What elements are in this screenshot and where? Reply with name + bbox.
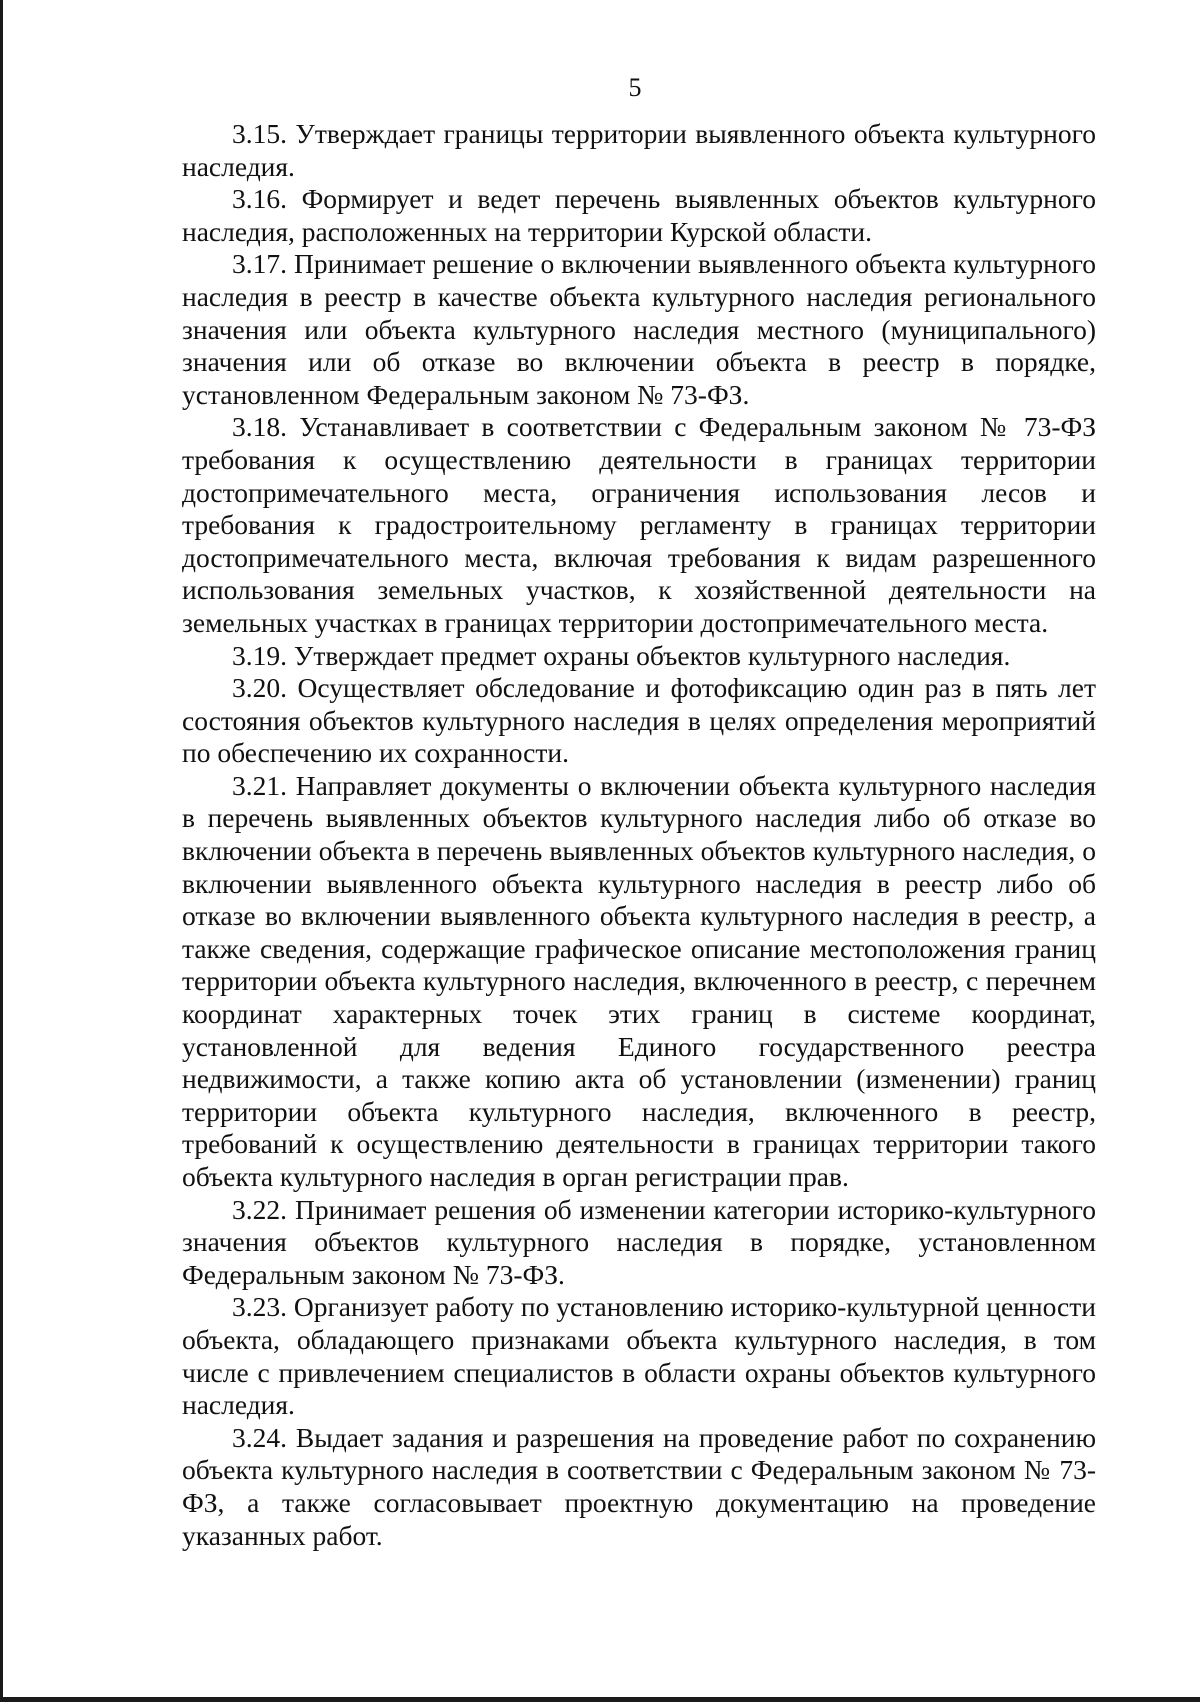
page-number: 5: [628, 73, 642, 102]
paragraph-3-16: 3.16. Формирует и ведет перечень выявленных объектов культурного наследия, расположенных на территории Курской области.: [182, 183, 1096, 247]
paragraph-3-19: 3.19. Утверждает предмет охраны объектов культурного наследия.: [232, 639, 1011, 671]
paragraph-3-15: 3.15. Утверждает границы территории выявленного объекта культурного наследия.: [182, 118, 1096, 182]
paragraph-3-20: 3.20. Осуществляет обследование и фотофиксацию один раз в пять лет состояния объектов культурного наследия в целях определения мероприятий по обеспечению их сохранности.: [182, 672, 1096, 769]
paragraph-3-24: 3.24. Выдает задания и разрешения на проведение работ по сохранению объекта культурного наследия в соответствии с Федеральным законом № 73-ФЗ, а также согласовывает проектную документацию на проведение указанных работ.: [182, 1421, 1096, 1551]
scan-bottom-border: [0, 1697, 1200, 1702]
paragraph-3-21: 3.21. Направляет документы о включении объекта культурного наследия в перечень выявленных объектов культурного наследия либо об отказе во включении объекта в перечень выявленных объектов культурного наследия, о включении выявленного объекта культурного наследия в реестр либо об отказе во включении выявленного объекта культурного наследия в реестр, а также сведения, содержащие графическое описание местоположения границ территории объекта культурного наследия, включенного в реестр, с перечнем координат характерных точек этих границ в системе координат, установленной для ведения Единого государственного реестра недвижимости, а также копию акта об установлении (изменении) границ территории объекта культурного наследия, включенного в реестр, требований к осуществлению деятельности в границах территории такого объекта культурного наследия в орган регистрации прав.: [182, 769, 1096, 1192]
paragraph-3-23: 3.23. Организует работу по установлению историко-культурной ценности объекта, обладающего признаками объекта культурного наследия, в том числе с привлечением специалистов в области охраны объектов культурного наследия.: [182, 1291, 1096, 1421]
document-body: [182, 118, 1096, 1552]
paragraph-3-18: 3.18. Устанавливает в соответствии с Федеральным законом № 73-ФЗ требования к осуществлению деятельности в границах территории достопримечательного места, ограничения использования лесов и требования к градостроительному регламенту в границах территории достопримечательного места, включая требования к видам разрешенного использования земельных участков, к хозяйственной деятельности на земельных участках в границах территории достопримечательного места.: [182, 411, 1096, 638]
paragraph-3-17: 3.17. Принимает решение о включении выявленного объекта культурного наследия в реестр в качестве объекта культурного наследия регионального значения или объекта культурного наследия местного (муниципального) значения или об отказе во включении объекта в реестр в порядке, установленном Федеральным законом № 73-ФЗ.: [182, 248, 1096, 410]
scan-left-border: [0, 0, 3, 1702]
paragraph-3-22: 3.22. Принимает решения об изменении категории историко-культурного значения объектов культурного наследия в порядке, установленном Федеральным законом № 73-ФЗ.: [182, 1193, 1096, 1290]
